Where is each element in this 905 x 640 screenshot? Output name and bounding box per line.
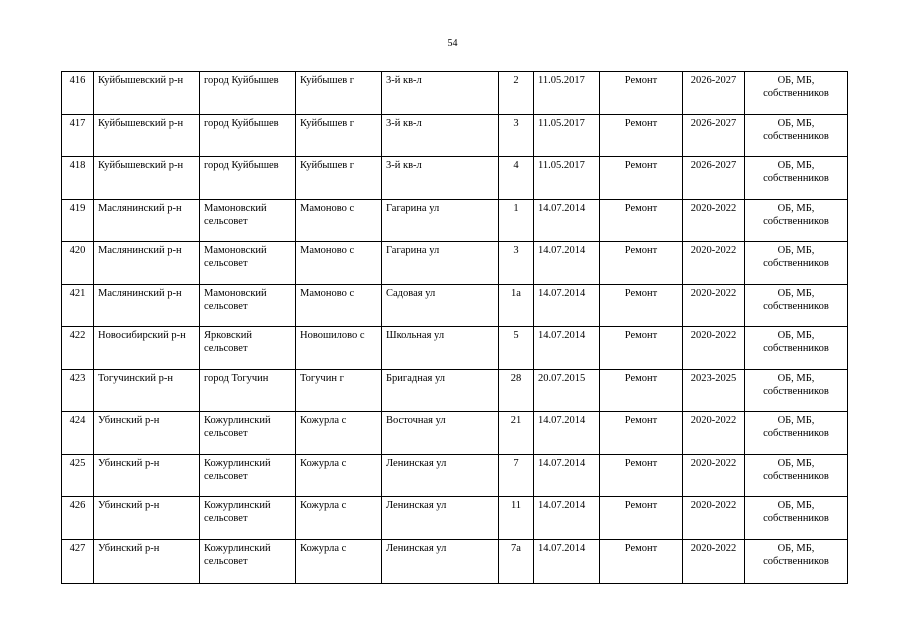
date-cell: 14.07.2014 [534, 199, 600, 242]
table-row [62, 242, 848, 285]
district-cell: Маслянинский р-н [94, 284, 200, 327]
municipality-cell: Кожурлинский сельсовет [200, 539, 296, 583]
date-cell: 11.05.2017 [534, 157, 600, 200]
municipality-cell: Кожурлинский сельсовет [200, 412, 296, 455]
date-cell: 14.07.2014 [534, 284, 600, 327]
table-row [62, 539, 848, 583]
house-number-cell: 1 [499, 199, 534, 242]
date-cell: 14.07.2014 [534, 497, 600, 540]
locality-cell: Мамоново с [296, 199, 382, 242]
period-cell: 2020-2022 [683, 242, 745, 285]
page-number: 54 [447, 38, 458, 49]
table-row [62, 284, 848, 327]
work-type-cell: Ремонт [600, 369, 683, 412]
table-row [62, 327, 848, 370]
work-type-cell: Ремонт [600, 454, 683, 497]
funding-source-cell: ОБ, МБ, собственников [745, 497, 848, 540]
date-cell: 14.07.2014 [534, 242, 600, 285]
street-cell: 3-й кв-л [382, 72, 499, 115]
date-cell: 11.05.2017 [534, 72, 600, 115]
locality-cell: Куйбышев г [296, 114, 382, 157]
street-cell: Ленинская ул [382, 497, 499, 540]
row-number-cell: 421 [62, 284, 94, 327]
locality-cell: Кожурла с [296, 497, 382, 540]
table-row [62, 114, 848, 157]
locality-cell: Тогучин г [296, 369, 382, 412]
date-cell: 20.07.2015 [534, 369, 600, 412]
date-cell: 14.07.2014 [534, 539, 600, 583]
work-type-cell: Ремонт [600, 284, 683, 327]
district-cell: Куйбышевский р-н [94, 72, 200, 115]
period-cell: 2026-2027 [683, 157, 745, 200]
street-cell: 3-й кв-л [382, 157, 499, 200]
district-cell: Куйбышевский р-н [94, 114, 200, 157]
funding-source-cell: ОБ, МБ, собственников [745, 199, 848, 242]
municipality-cell: город Куйбышев [200, 157, 296, 200]
house-number-cell: 1а [499, 284, 534, 327]
date-cell: 14.07.2014 [534, 412, 600, 455]
table-row [62, 412, 848, 455]
registry-body [62, 72, 848, 584]
street-cell: Ленинская ул [382, 454, 499, 497]
street-cell: 3-й кв-л [382, 114, 499, 157]
table-row [62, 369, 848, 412]
street-cell: Бригадная ул [382, 369, 499, 412]
work-type-cell: Ремонт [600, 412, 683, 455]
work-type-cell: Ремонт [600, 157, 683, 200]
work-type-cell: Ремонт [600, 242, 683, 285]
period-cell: 2020-2022 [683, 454, 745, 497]
municipality-cell: Кожурлинский сельсовет [200, 454, 296, 497]
district-cell: Маслянинский р-н [94, 199, 200, 242]
street-cell: Гагарина ул [382, 199, 499, 242]
date-cell: 14.07.2014 [534, 454, 600, 497]
period-cell: 2020-2022 [683, 539, 745, 583]
table-row [62, 157, 848, 200]
funding-source-cell: ОБ, МБ, собственников [745, 114, 848, 157]
house-number-cell: 4 [499, 157, 534, 200]
locality-cell: Куйбышев г [296, 157, 382, 200]
house-number-cell: 3 [499, 242, 534, 285]
funding-source-cell: ОБ, МБ, собственников [745, 72, 848, 115]
row-number-cell: 417 [62, 114, 94, 157]
row-number-cell: 426 [62, 497, 94, 540]
street-cell: Восточная ул [382, 412, 499, 455]
street-cell: Школьная ул [382, 327, 499, 370]
work-type-cell: Ремонт [600, 497, 683, 540]
row-number-cell: 425 [62, 454, 94, 497]
locality-cell: Мамоново с [296, 284, 382, 327]
funding-source-cell: ОБ, МБ, собственников [745, 284, 848, 327]
street-cell: Садовая ул [382, 284, 499, 327]
funding-source-cell: ОБ, МБ, собственников [745, 157, 848, 200]
row-number-cell: 416 [62, 72, 94, 115]
municipality-cell: Мамоновский сельсовет [200, 242, 296, 285]
district-cell: Новосибирский р-н [94, 327, 200, 370]
house-number-cell: 28 [499, 369, 534, 412]
date-cell: 11.05.2017 [534, 114, 600, 157]
district-cell: Убинский р-н [94, 497, 200, 540]
funding-source-cell: ОБ, МБ, собственников [745, 369, 848, 412]
house-number-cell: 5 [499, 327, 534, 370]
date-cell: 14.07.2014 [534, 327, 600, 370]
district-cell: Убинский р-н [94, 539, 200, 583]
period-cell: 2020-2022 [683, 284, 745, 327]
work-type-cell: Ремонт [600, 72, 683, 115]
house-number-cell: 3 [499, 114, 534, 157]
locality-cell: Кожурла с [296, 454, 382, 497]
locality-cell: Мамоново с [296, 242, 382, 285]
district-cell: Убинский р-н [94, 412, 200, 455]
municipality-cell: город Куйбышев [200, 72, 296, 115]
funding-source-cell: ОБ, МБ, собственников [745, 327, 848, 370]
period-cell: 2023-2025 [683, 369, 745, 412]
locality-cell: Кожурла с [296, 412, 382, 455]
funding-source-cell: ОБ, МБ, собственников [745, 454, 848, 497]
house-number-cell: 21 [499, 412, 534, 455]
municipality-cell: Мамоновский сельсовет [200, 199, 296, 242]
funding-source-cell: ОБ, МБ, собственников [745, 412, 848, 455]
house-number-cell: 7 [499, 454, 534, 497]
street-cell: Гагарина ул [382, 242, 499, 285]
period-cell: 2020-2022 [683, 412, 745, 455]
row-number-cell: 427 [62, 539, 94, 583]
row-number-cell: 422 [62, 327, 94, 370]
house-number-cell: 2 [499, 72, 534, 115]
work-type-cell: Ремонт [600, 199, 683, 242]
district-cell: Убинский р-н [94, 454, 200, 497]
district-cell: Тогучинский р-н [94, 369, 200, 412]
municipality-cell: Ярковский сельсовет [200, 327, 296, 370]
work-type-cell: Ремонт [600, 114, 683, 157]
period-cell: 2026-2027 [683, 114, 745, 157]
table-row [62, 72, 848, 115]
locality-cell: Кожурла с [296, 539, 382, 583]
row-number-cell: 424 [62, 412, 94, 455]
period-cell: 2020-2022 [683, 199, 745, 242]
table-row [62, 454, 848, 497]
house-number-cell: 7а [499, 539, 534, 583]
municipality-cell: город Куйбышев [200, 114, 296, 157]
work-type-cell: Ремонт [600, 539, 683, 583]
street-cell: Ленинская ул [382, 539, 499, 583]
table-row [62, 199, 848, 242]
municipality-cell: Кожурлинский сельсовет [200, 497, 296, 540]
housing-registry-table [61, 71, 848, 584]
row-number-cell: 419 [62, 199, 94, 242]
municipality-cell: Мамоновский сельсовет [200, 284, 296, 327]
row-number-cell: 418 [62, 157, 94, 200]
district-cell: Маслянинский р-н [94, 242, 200, 285]
period-cell: 2026-2027 [683, 72, 745, 115]
locality-cell: Куйбышев г [296, 72, 382, 115]
row-number-cell: 423 [62, 369, 94, 412]
table-row [62, 497, 848, 540]
funding-source-cell: ОБ, МБ, собственников [745, 242, 848, 285]
period-cell: 2020-2022 [683, 497, 745, 540]
municipality-cell: город Тогучин [200, 369, 296, 412]
house-number-cell: 11 [499, 497, 534, 540]
locality-cell: Новошилово с [296, 327, 382, 370]
row-number-cell: 420 [62, 242, 94, 285]
work-type-cell: Ремонт [600, 327, 683, 370]
district-cell: Куйбышевский р-н [94, 157, 200, 200]
period-cell: 2020-2022 [683, 327, 745, 370]
funding-source-cell: ОБ, МБ, собственников [745, 539, 848, 583]
